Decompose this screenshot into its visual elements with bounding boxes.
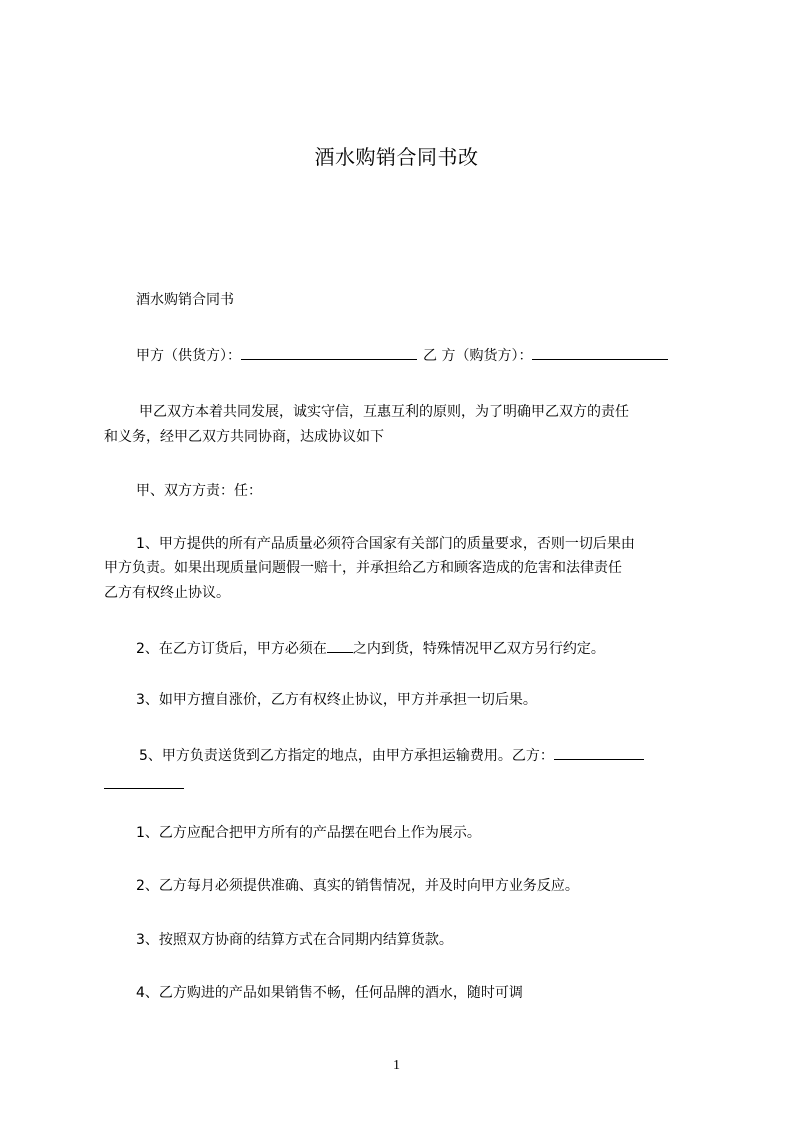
intro-line-1: 甲乙双方本着共同发展，诚实守信，互惠互利的原则，为了明确甲乙双方的责任: [139, 404, 629, 420]
clause-b3: 3、按照双方协商的结算方式在合同期内结算货款。: [136, 932, 453, 948]
intro-line-2: 和义务，经甲乙双方共同协商，达成协议如下: [104, 429, 384, 445]
party-b-blank: [532, 346, 668, 360]
clause-a2: [136, 639, 605, 658]
contract-subtitle: 酒水购销合同书: [136, 292, 234, 308]
clause-a1-line-1: 1、甲方提供的所有产品质量必须符合国家有关部门的质量要求，否则一切后果由: [136, 536, 635, 552]
clause-a2-text-after: 之内到货，特殊情况甲乙双方另行约定。: [352, 641, 605, 657]
party-b-signature-blank-continued: [104, 775, 184, 789]
document-title: 酒水购销合同书改: [314, 145, 479, 169]
section-a-heading: 甲、双方方责：任：: [136, 483, 262, 499]
party-a-blank: [241, 346, 417, 360]
party-b-label: 乙 方（购货方）：: [423, 348, 533, 364]
clause-a1-line-2: 甲方负责。如果出现质量问题假一赔十，并承担给乙方和顾客造成的危害和法律责任: [104, 560, 622, 576]
clause-b2: 2、乙方每月必须提供准确、真实的销售情况，并及时向甲方业务反应。: [136, 878, 579, 894]
clause-a2-text-before: 2、在乙方订货后，甲方必须在: [136, 641, 327, 657]
clause-a3: 3、如甲方擅自涨价，乙方有权终止协议，甲方并承担一切后果。: [136, 692, 537, 708]
clause-a1-line-3: 乙方有权终止协议。: [104, 585, 230, 601]
clause-b1: 1、乙方应配合把甲方所有的产品摆在吧台上作为展示。: [136, 825, 481, 841]
party-a-label: 甲方（供货方）：: [136, 348, 241, 364]
party-b-signature-blank: [554, 746, 644, 760]
party-line: [136, 346, 668, 365]
page-number: 1: [393, 1058, 400, 1073]
clause-a5: [139, 746, 644, 765]
delivery-days-blank: [327, 639, 353, 653]
clause-a5-text: 5、甲方负责送货到乙方指定的地点，由甲方承担运输费用。乙方：: [139, 748, 554, 764]
clause-b4: 4、乙方购进的产品如果销售不畅，任何品牌的酒水，随时可调: [136, 985, 523, 1001]
